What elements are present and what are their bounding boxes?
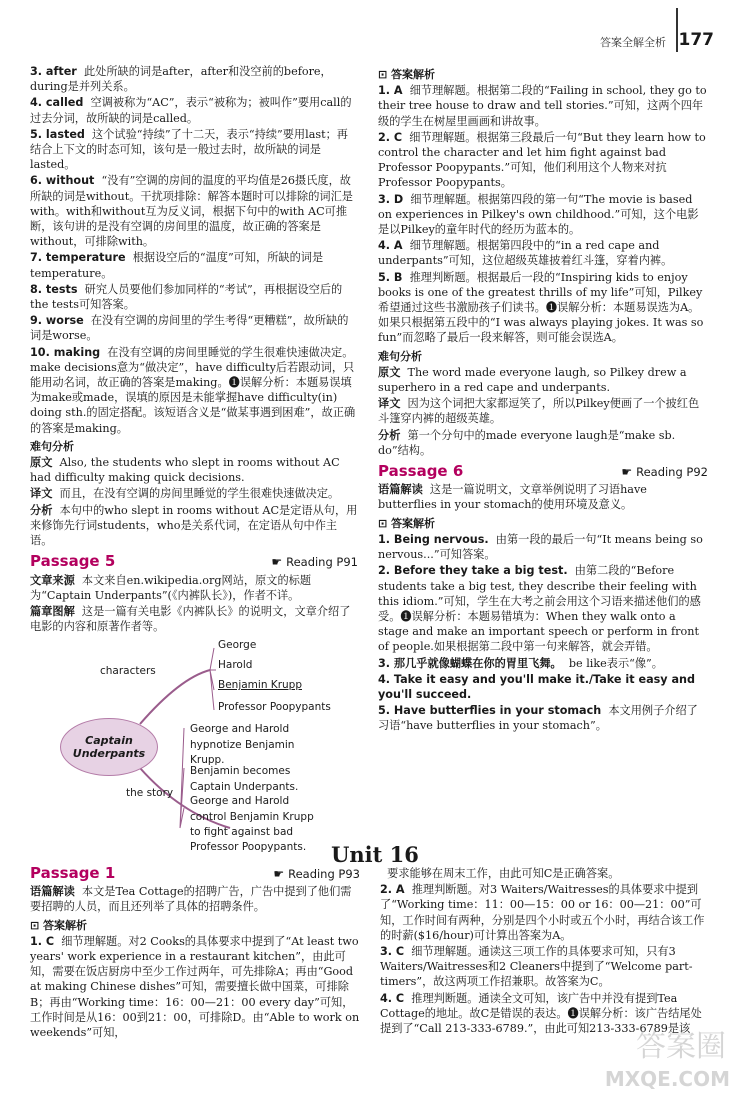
left-answer-item: 5. lasted 这个试验“持续”了十二天，表示“持续”要用last；再结合上下文的时态可知，该句是一般过去时，故所缺的词是lasted。 bbox=[30, 127, 348, 172]
diagram-char: Benjamin Krupp bbox=[218, 679, 302, 692]
right-answer-item: 2. C 细节理解题。根据第三段最后一句“But they learn how to control the character and let him fight against bad Professor Poopypants.”可知，他们利用这个人物来对抗Professor Poopypants。 bbox=[378, 130, 706, 190]
right-answer-item: 5. B 推理判断题。根据最后一段的“Inspiring kids to enjoy books is one of the greatest thrills of my life”可知，Pilkey希望通过这些书激励孩子们读书。❶误解分析：本题易误选为A。如果只根据第五段中的“I was always playing jokes. It was so fun”而忽略了最后一段来解答，则可能会误选A。 bbox=[378, 270, 704, 345]
right-answer-item: 3. D 细节理解题。根据第四段的第一句“The movie is based on experiences in Pilkey's own childhood.”可知，这个电影是以Pilkey的童年时代的经历为蓝本的。 bbox=[378, 192, 699, 237]
passage6-answer-title: ⊡ 答案解析 bbox=[378, 516, 436, 530]
left-answer-item: 9. worse 在没有空调的房间里的学生考得“更糟糕”，故所缺的词是worse。 bbox=[30, 314, 349, 343]
passage6-reading-ref: ☛ Reading P92 bbox=[621, 465, 708, 480]
unit-title: Unit 16 bbox=[331, 842, 419, 867]
left-answer-item: 4. called 空调被称为“AC”，表示“被称为；被叫作”要用call的过去分词，故所缺的词是called。 bbox=[30, 96, 352, 125]
bracket-characters bbox=[210, 648, 216, 710]
answer-icon: ⊡ bbox=[30, 918, 44, 932]
diagram-char: Harold bbox=[218, 659, 253, 672]
pointing-hand-icon: ☛ bbox=[273, 867, 285, 881]
passage6-title: Passage 6 bbox=[378, 462, 464, 481]
passage6-answer-item: 4. Take it easy and you'll make it./Take it easy and you'll succeed. bbox=[378, 672, 695, 701]
right-yiwen: 译文 因为这个词把大家都逗笑了，所以Pilkey便画了一个披红色斗篷穿内裤的超级英雄。 bbox=[378, 397, 700, 426]
left-column bbox=[30, 64, 358, 853]
right-column bbox=[378, 64, 708, 735]
left-nanju-title: 难句分析 bbox=[30, 439, 74, 453]
passage5-source: 文章来源 本文来自en.wikipedia.org网站，原文的标题为“Captain Underpants”(《内裤队长》)，作者不详。 bbox=[30, 573, 312, 602]
left-answer-item: 8. tests 研究人员要他们参加同样的“考试”，再根据设空后的the tests可知答案。 bbox=[30, 282, 343, 312]
diagram-story: Benjamin becomes Captain Underpants. bbox=[190, 765, 299, 793]
watermark-logo: 答案圈 MXQE.COM bbox=[604, 1029, 730, 1091]
passage6-answer-item: 5. Have butterflies in your stomach 本文用例子介绍了习语“have butterflies in your stomach”。 bbox=[378, 704, 698, 733]
answer-icon: ⊡ bbox=[378, 68, 392, 81]
left-answer-item: 3. after 此处所缺的词是after，after和没空前的before，during是并列关系。 bbox=[30, 65, 332, 94]
passage6-answer-item: 1. Being nervous. 由第一段的最后一句“It means being so nervous...”可知答案。 bbox=[378, 532, 703, 562]
u16-passage1-yupian: 语篇解读 本文是Tea Cottage的招聘广告，广告中提到了他们需要招聘的人员，而且还列举了具体的招聘条件。 bbox=[30, 885, 352, 914]
u16-right-answer-list bbox=[380, 866, 710, 1036]
diagram-char: George bbox=[218, 639, 257, 652]
right-yuanwen: 原文 The word made everyone laugh, so Pilkey drew a superhero in a red cape and underpants. bbox=[378, 365, 687, 395]
passage6-answer-item: 2. Before they take a big test. 由第二段的“Before students take a big test, they describe their feeling with this idiom.”可知，学生在大考之前会用这个习语来描述他们的感受。❶误解分析：本题易错填为：When they walk onto a stage and make an important speech or perform in front of people.如果根据第二段中第一句来解答，就会弄错。 bbox=[378, 564, 701, 654]
left-answer-item: 7. temperature 根据设空后的“温度”可知，所缺的词是temperature。 bbox=[30, 251, 324, 280]
u16-passage1-title: Passage 1 bbox=[30, 864, 116, 882]
passage5-diagram bbox=[30, 638, 358, 853]
u16-right-answer-item: 4. C 推理判断题。通读全文可知，该广告中并没有提到Tea Cottage的地址。故C是错误的表达。❶误解分析：该广告结尾处提到了“Call 213-333-6789.”，由此可知213-333-6789是该 bbox=[380, 991, 702, 1036]
u16-passage1-reading-ref: ☛ Reading P93 bbox=[273, 867, 360, 881]
page-header bbox=[450, 0, 750, 52]
passage6-yupian: 语篇解读 这是一篇说明文，文章举例说明了习语have butterflies in your stomach的使用环境及意义。 bbox=[378, 483, 647, 512]
passage6-answer-item: 3. 那几乎就像蝴蝶在你的胃里飞舞。 be like表示“像”。 bbox=[378, 656, 663, 670]
u16-right-answer-item: 3. C 细节理解题。通读这三项工作的具体要求可知，只有3 Waiters/Waitresses和2 Cleaners中提到了“Welcome part-timers”，故这两项工作招兼职。故答案为C。 bbox=[380, 945, 693, 989]
page-number: 177 bbox=[678, 30, 714, 50]
diagram-story: George and Harold hypnotize Benjamin Krupp. bbox=[190, 723, 295, 766]
right-nanju-title: 难句分析 bbox=[378, 349, 422, 363]
unit16-left-column bbox=[30, 866, 360, 1041]
right-answer-item: 1. A 细节理解题。根据第二段的“Failing in school, they go to their tree house to draw and tell stories.”可知，这两个四年级的学生在树屋里画画和讲故事。 bbox=[378, 84, 707, 128]
pointing-hand-icon: ☛ bbox=[271, 555, 283, 570]
left-fenxi: 分析 本句中的who slept in rooms without AC是定语从句，用来修饰先行词students，who是关系代词，在定语从句中作主语。 bbox=[30, 503, 358, 548]
passage5-pian: 篇章图解 这是一篇有关电影《内裤队长》的说明文，文章介绍了电影的内容和原著作者等。 bbox=[30, 604, 351, 634]
u16-answer-title: ⊡ 答案解析 bbox=[30, 918, 88, 932]
left-answer-item: 10. making 在没有空调的房间里睡觉的学生很难快速做决定。make decisions意为“做决定”，have difficulty后若跟动词，只能用动名词，故正确的答案是making。❶误解分析：本题易误填为make或made，误填的原因是未能掌握have difficulty(in) doing sth.的固定搭配。该短语含义是“做某事遇到困难”，故正确的答案是making。 bbox=[30, 345, 356, 435]
left-yuanwen: 原文 Also, the students who slept in rooms without AC had difficulty making quick decisions. bbox=[30, 456, 340, 485]
answer-icon: ⊡ bbox=[378, 516, 392, 530]
passage5-reading-ref: ☛ Reading P91 bbox=[271, 555, 358, 570]
u16-right-answer-item: 2. A 推理判断题。对3 Waiters/Waitresses的具体要求中提到了“Working time：11：00—15：00 or 16：00—21：00”可知，工作时间有两种，分别是四个小时或五个小时，再结合该工作的时薪($16/hour)可计算出答案为A。 bbox=[380, 883, 705, 942]
passage5-heading bbox=[30, 554, 358, 570]
diagram-branch-story: the story bbox=[126, 787, 174, 800]
u16-right-answer-item: 要求能够在周末工作，由此可知C是正确答案。 bbox=[387, 867, 620, 880]
right-answer-list bbox=[378, 83, 708, 345]
diagram-story: George and Harold control Benjamin Krupp to fight against bad Professor Poopypants. bbox=[190, 795, 314, 853]
right-answer-title: ⊡ 答案解析 bbox=[378, 68, 436, 81]
right-fenxi: 分析 第一个分句中的made everyone laugh是“make sb. do”结构。 bbox=[378, 428, 676, 457]
left-answer-list bbox=[30, 64, 358, 436]
header-tag: 答案全解全析 bbox=[600, 36, 666, 49]
pointing-hand-icon: ☛ bbox=[621, 465, 633, 480]
passage6-heading bbox=[378, 464, 708, 480]
left-answer-item: 6. without “没有”空调的房间的温度的平均值是26摄氏度，故所缺的词是without。干扰项排除：解答本题时可以排除的词汇是with。with和without互为反义词，根据下句中的with AC可推断，该句讲的是没有空调的房间里的温度，故正确的答案是without，可排除with。 bbox=[30, 174, 353, 249]
bracket-story bbox=[180, 728, 184, 828]
unit16-right-column bbox=[380, 866, 710, 1037]
u16-passage1-heading bbox=[30, 866, 360, 882]
left-yiwen: 译文 而且，在没有空调的房间里睡觉的学生很难快速做决定。 bbox=[30, 487, 340, 501]
diagram-center-oval: Captain Underpants bbox=[60, 718, 158, 776]
right-answer-item: 4. A 细节理解题。根据第四段中的“in a red cape and underpants”可知，这位超级英雄披着红斗篷，穿着内裤。 bbox=[378, 239, 673, 268]
u16-answer-1: 1. C 细节理解题。对2 Cooks的具体要求中提到了“At least two years' work experience in a restaurant kitchen”，由此可知，需要在饭店厨房中至少工作过两年，可先排除A；再由“Good at making Chinese dishes”可知，需要擅长做中国菜，可排除B；再由“Working time：16：00—21：00 every day”可知，工作时间是从16：00到21：00，可排除D。由“Able to work on weekends”可知， bbox=[30, 934, 360, 1040]
passage6-answer-list bbox=[378, 532, 708, 734]
passage5-title: Passage 5 bbox=[30, 552, 116, 571]
diagram-branch-characters: characters bbox=[100, 665, 156, 678]
diagram-char: Professor Poopypants bbox=[218, 701, 331, 714]
